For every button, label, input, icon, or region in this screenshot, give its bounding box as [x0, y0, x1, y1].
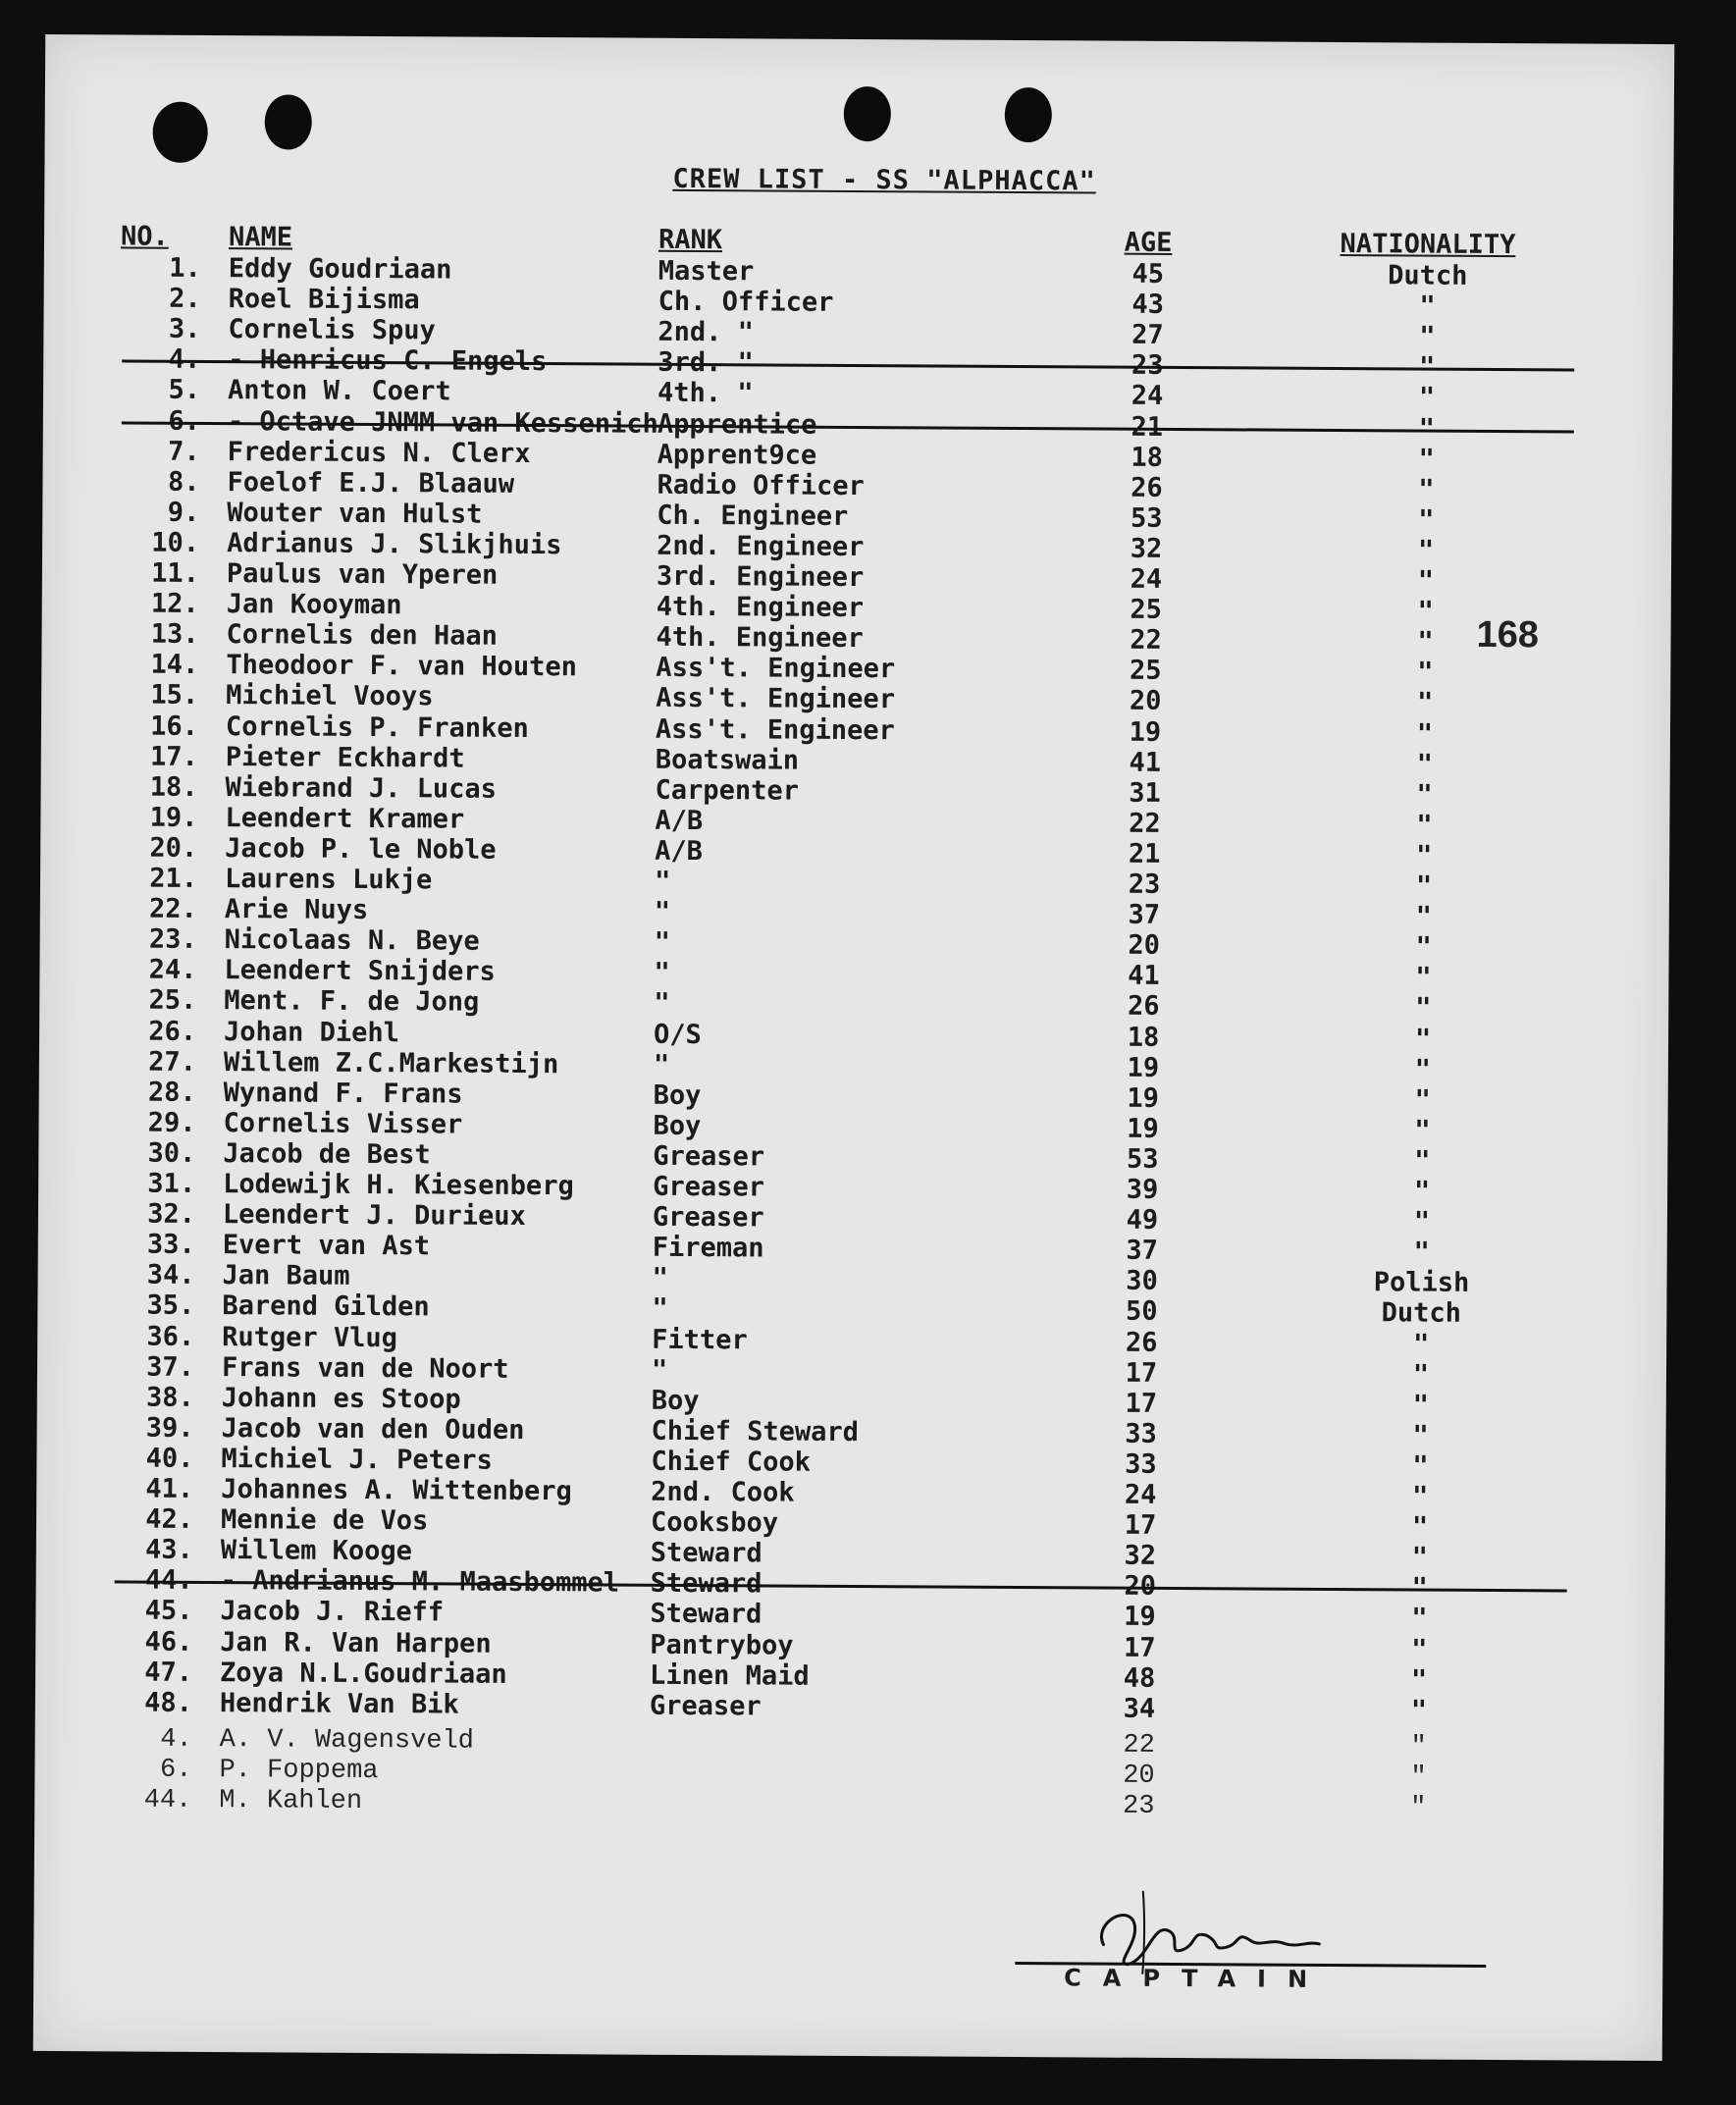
punch-hole — [152, 102, 207, 163]
crew-number: 39. — [145, 1412, 194, 1444]
column-header-rank: RANK — [658, 224, 723, 256]
crew-number: 9. — [167, 497, 200, 528]
crew-number: 6. — [168, 405, 200, 437]
crew-nationality: " — [1416, 687, 1434, 718]
crew-rank: A/B — [655, 805, 704, 836]
crew-rank: Fireman — [652, 1232, 764, 1264]
crew-age: 41 — [1128, 961, 1160, 992]
crew-nationality: " — [1416, 810, 1433, 841]
crew-name: Willem Z.C.Markestijn — [223, 1046, 559, 1079]
crew-nationality: " — [1415, 870, 1433, 902]
crew-name: Eddy Goudriaan — [228, 253, 452, 286]
crew-nationality: " — [1413, 1237, 1430, 1268]
crew-rank: Cooksboy — [650, 1506, 779, 1539]
crew-rank: A/B — [655, 835, 704, 867]
crew-number: 7. — [168, 436, 200, 467]
crew-age: 20 — [1128, 929, 1160, 962]
crew-age: 25 — [1129, 656, 1162, 687]
crew-age: 19 — [1124, 1602, 1156, 1633]
crew-rank: Ch. Officer — [658, 286, 834, 318]
crew-age: 27 — [1131, 319, 1164, 351]
crew-age: 17 — [1123, 1632, 1156, 1663]
addition-nationality: " — [1410, 1763, 1427, 1793]
crew-name: Johannes A. Wittenberg — [221, 1474, 572, 1507]
crew-nationality: " — [1415, 962, 1432, 993]
crew-number: 22. — [148, 893, 197, 925]
addition-age: 22 — [1123, 1730, 1155, 1761]
crew-rank: 4th. Engineer — [656, 591, 865, 624]
crew-age: 20 — [1129, 686, 1162, 717]
crew-number: 30. — [147, 1137, 196, 1169]
crew-nationality: " — [1413, 1176, 1431, 1207]
crew-number: 11. — [151, 557, 200, 589]
crew-nationality: " — [1416, 717, 1434, 750]
crew-age: 25 — [1130, 594, 1163, 626]
crew-age: 17 — [1125, 1388, 1158, 1419]
crew-rank: " — [651, 1354, 668, 1386]
crew-name: Jan Kooyman — [226, 589, 402, 621]
crew-age: 43 — [1131, 289, 1164, 321]
crew-rank: " — [652, 1293, 668, 1325]
crew-nationality: " — [1414, 1115, 1431, 1146]
crew-age: 41 — [1129, 747, 1162, 778]
crew-nationality: " — [1411, 1511, 1429, 1543]
crew-nationality: " — [1418, 413, 1436, 445]
crew-nationality: " — [1411, 1481, 1429, 1512]
crew-nationality: Dutch — [1381, 1297, 1462, 1330]
crew-name: Fredericus N. Clerx — [227, 436, 531, 469]
addition-number: 4. — [160, 1724, 192, 1755]
crew-nationality: " — [1416, 779, 1433, 811]
addition-name: P. Foppema — [219, 1756, 379, 1787]
crew-age: 31 — [1129, 777, 1161, 809]
signature-label: CAPTAIN — [1064, 1964, 1330, 1993]
crew-rank: Ass't. Engineer — [656, 653, 896, 685]
crew-nationality: " — [1417, 657, 1434, 688]
crew-number: 25. — [148, 985, 197, 1017]
crew-nationality: Polish — [1373, 1267, 1470, 1299]
crew-rank: Ass't. Engineer — [655, 713, 895, 746]
column-header-nationality: NATIONALITY — [1340, 229, 1516, 261]
crew-number: 48. — [144, 1687, 193, 1718]
crew-nationality: " — [1418, 382, 1436, 413]
crew-name: Wynand F. Frans — [223, 1077, 463, 1110]
crew-name: Frans van de Noort — [221, 1351, 509, 1385]
crew-name: Laurens Lukje — [224, 864, 433, 896]
crew-age: 24 — [1124, 1479, 1157, 1510]
crew-number: 3. — [168, 313, 201, 345]
crew-rank: Fitter — [652, 1324, 748, 1355]
crew-rank: Boy — [653, 1079, 702, 1111]
crew-name: Jan R. Van Harpen — [220, 1626, 492, 1659]
page-number: 168 — [1476, 613, 1540, 657]
crew-name: - Henricus C. Engels — [228, 344, 548, 378]
crew-name: Jacob P. le Noble — [225, 832, 497, 866]
crew-rank: 2nd. " — [658, 316, 755, 348]
crew-age: 30 — [1126, 1265, 1158, 1297]
crew-rank: " — [653, 1049, 670, 1080]
crew-number: 2. — [169, 283, 201, 315]
crew-nationality: " — [1412, 1420, 1429, 1451]
crew-name: Paulus van Yperen — [226, 558, 499, 591]
crew-number: 44. — [144, 1564, 193, 1597]
crew-rank: " — [654, 896, 671, 927]
crew-age: 24 — [1130, 563, 1163, 595]
crew-number: 1. — [169, 252, 201, 284]
crew-number: 47. — [144, 1657, 193, 1688]
crew-age: 48 — [1123, 1662, 1156, 1694]
crew-age: 39 — [1126, 1174, 1159, 1205]
crew-name: Wiebrand J. Lucas — [225, 771, 498, 805]
addition-number: 44. — [143, 1785, 192, 1816]
crew-nationality: " — [1410, 1664, 1428, 1696]
crew-name: Michiel J. Peters — [221, 1443, 493, 1476]
crew-number: 28. — [147, 1077, 196, 1108]
addition-nationality: " — [1410, 1793, 1427, 1823]
crew-nationality: " — [1418, 474, 1435, 505]
crew-nationality: " — [1419, 290, 1436, 322]
crew-age: 37 — [1128, 899, 1161, 930]
crew-name: Jan Baum — [222, 1260, 350, 1292]
crew-rank: Greaser — [653, 1171, 765, 1203]
crew-rank: Ass't. Engineer — [656, 683, 896, 715]
crew-name: Pieter Eckhardt — [225, 741, 465, 774]
crew-name: Arie Nuys — [224, 894, 369, 926]
crew-number: 17. — [149, 741, 198, 772]
crew-nationality: Dutch — [1388, 260, 1468, 291]
crew-age: 37 — [1126, 1235, 1159, 1267]
crew-age: 26 — [1125, 1327, 1158, 1358]
crew-number: 40. — [145, 1443, 194, 1474]
column-header-name: NAME — [228, 222, 293, 253]
crew-nationality: " — [1415, 992, 1432, 1024]
crew-number: 35. — [146, 1289, 195, 1322]
crew-name: - Andrianus M. Maasbommel — [220, 1565, 620, 1599]
crew-age: 19 — [1127, 1082, 1160, 1114]
crew-nationality: " — [1417, 626, 1434, 658]
crew-nationality: " — [1418, 444, 1435, 475]
punch-hole — [265, 94, 312, 149]
crew-age: 26 — [1127, 991, 1160, 1023]
addition-name: M. Kahlen — [219, 1786, 363, 1816]
crew-rank: Boy — [653, 1110, 702, 1141]
crew-name: Willem Kooge — [220, 1535, 413, 1567]
crew-name: Cornelis P. Franken — [225, 710, 529, 744]
punch-hole — [1005, 87, 1052, 142]
column-header-no: NO. — [120, 221, 169, 252]
crew-age: 49 — [1126, 1204, 1159, 1236]
crew-age: 17 — [1125, 1357, 1158, 1389]
crew-rank: Carpenter — [655, 774, 800, 807]
crew-age: 19 — [1127, 1113, 1159, 1144]
crew-name: Roel Bijisma — [228, 284, 420, 316]
crew-nationality: " — [1417, 565, 1435, 597]
crew-nationality: " — [1417, 596, 1434, 627]
crew-name: Leendert Snijders — [224, 955, 496, 988]
crew-rank: Chief Cook — [651, 1446, 812, 1478]
crew-number: 19. — [149, 802, 198, 833]
crew-age: 33 — [1125, 1448, 1157, 1480]
crew-rank: Apprentice — [657, 408, 817, 441]
crew-number: 45. — [144, 1595, 193, 1627]
crew-name: Anton W. Coert — [227, 375, 451, 407]
crew-nationality: " — [1415, 901, 1433, 932]
crew-nationality: " — [1414, 1054, 1432, 1085]
crew-nationality: " — [1413, 1206, 1431, 1237]
crew-name: Hendrik Van Bik — [219, 1687, 459, 1720]
crew-name: Zoya N.L.Goudriaan — [220, 1657, 507, 1690]
crew-name: Mennie de Vos — [220, 1504, 429, 1537]
crew-number: 37. — [146, 1351, 195, 1383]
crew-age: 26 — [1131, 472, 1163, 503]
crew-number: 29. — [147, 1107, 196, 1138]
crew-rank: Ch. Engineer — [657, 500, 849, 532]
crew-name: Rutger Vlug — [222, 1321, 398, 1353]
crew-age: 23 — [1131, 350, 1164, 382]
crew-rank: Greaser — [649, 1690, 762, 1722]
crew-name: Michiel Vooys — [226, 680, 434, 712]
crew-number: 10. — [151, 527, 200, 558]
crew-rank: Boy — [651, 1385, 700, 1416]
crew-number: 5. — [168, 375, 201, 406]
crew-number: 21. — [149, 863, 198, 894]
crew-rank: Greaser — [652, 1201, 764, 1234]
crew-number: 16. — [150, 710, 199, 742]
crew-rank: Steward — [650, 1568, 763, 1600]
crew-rank: " — [652, 1263, 668, 1294]
crew-nationality: " — [1412, 1450, 1429, 1482]
crew-number: 34. — [146, 1259, 195, 1291]
crew-number: 23. — [148, 923, 197, 956]
crew-nationality: " — [1414, 1023, 1432, 1055]
crew-number: 41. — [145, 1473, 194, 1504]
crew-rank: Linen Maid — [649, 1659, 810, 1692]
crew-rank: " — [654, 958, 670, 989]
crew-name: Ment. F. de Jong — [224, 985, 480, 1019]
crew-name: Leendert J. Durieux — [222, 1199, 526, 1233]
crew-age: 17 — [1124, 1509, 1157, 1541]
addition-age: 20 — [1123, 1761, 1155, 1791]
crew-name: Foelof E.J. Blaauw — [227, 466, 515, 500]
crew-rank: 3rd. " — [658, 347, 754, 379]
crew-nationality: " — [1414, 1084, 1431, 1116]
crew-number: 15. — [150, 680, 199, 711]
crew-name: Jacob J. Rieff — [220, 1596, 445, 1628]
crew-rank: Greaser — [653, 1140, 765, 1173]
crew-name: Jacob de Best — [223, 1137, 431, 1171]
crew-nationality: " — [1419, 321, 1436, 352]
crew-nationality: " — [1410, 1695, 1428, 1726]
crew-nationality: " — [1414, 1145, 1431, 1177]
crew-age: 53 — [1130, 502, 1163, 534]
crew-name: - Octave JNMM van Kessenich — [227, 405, 658, 440]
crew-rank: Radio Officer — [657, 469, 865, 501]
crew-rank: O/S — [653, 1019, 702, 1050]
crew-number: 42. — [145, 1503, 194, 1535]
crew-number: 8. — [167, 466, 200, 498]
crew-age: 23 — [1128, 868, 1161, 900]
crew-rank: Steward — [650, 1599, 763, 1630]
crew-rank: 4th. Engineer — [656, 621, 864, 655]
crew-nationality: " — [1417, 535, 1435, 566]
crew-rank: Master — [658, 255, 755, 288]
crew-number: 43. — [144, 1534, 193, 1566]
crew-number: 33. — [146, 1229, 195, 1261]
crew-nationality: " — [1411, 1542, 1429, 1573]
addition-nationality: " — [1410, 1732, 1427, 1763]
crew-name: Johann es Stoop — [221, 1382, 461, 1415]
crew-rank: Pantryboy — [650, 1629, 794, 1661]
crew-rank: Boatswain — [655, 744, 800, 776]
crew-number: 31. — [147, 1168, 196, 1199]
crew-age: 20 — [1124, 1570, 1156, 1603]
column-header-age: AGE — [1124, 227, 1173, 258]
crew-number: 18. — [149, 771, 198, 803]
punch-hole — [844, 86, 891, 141]
crew-number: 14. — [150, 649, 199, 681]
crew-rank: " — [654, 866, 671, 897]
crew-name: Leendert Kramer — [225, 802, 465, 835]
crew-age: 45 — [1131, 258, 1165, 289]
crew-age: 34 — [1123, 1693, 1156, 1724]
crew-age: 22 — [1130, 624, 1162, 657]
crew-age: 18 — [1127, 1022, 1160, 1053]
crew-number: 13. — [150, 618, 199, 651]
crew-rank: " — [654, 988, 670, 1020]
crew-rank: " — [654, 926, 671, 959]
crew-number: 26. — [148, 1016, 197, 1047]
crew-number: 38. — [145, 1382, 194, 1413]
crew-age: 22 — [1129, 808, 1161, 839]
addition-name: A. V. Wagensveld — [219, 1725, 475, 1757]
crew-age: 53 — [1126, 1143, 1159, 1175]
crew-name: Johan Diehl — [223, 1016, 399, 1048]
crew-age: 19 — [1127, 1052, 1160, 1083]
crew-name: Theodoor F. van Houten — [226, 650, 578, 683]
crew-age: 18 — [1131, 442, 1164, 473]
crew-name: Lodewijk H. Kiesenberg — [223, 1169, 574, 1202]
crew-age: 32 — [1130, 533, 1163, 564]
crew-name: Adrianus J. Slikjhuis — [227, 527, 562, 561]
crew-nationality: " — [1412, 1390, 1430, 1421]
crew-nationality: " — [1411, 1572, 1428, 1604]
crew-number: 24. — [148, 954, 197, 986]
crew-nationality: " — [1411, 1633, 1428, 1665]
crew-age: 50 — [1126, 1296, 1158, 1328]
crew-rank: 3rd. Engineer — [656, 560, 865, 594]
crew-nationality: " — [1415, 931, 1432, 963]
crew-nationality: " — [1419, 351, 1436, 383]
crew-name: Wouter van Hulst — [227, 497, 483, 530]
crew-name: Barend Gilden — [222, 1290, 430, 1323]
crew-age: 32 — [1124, 1540, 1157, 1572]
addition-age: 23 — [1122, 1791, 1155, 1821]
addition-number: 6. — [159, 1755, 192, 1785]
crew-nationality: " — [1411, 1603, 1428, 1634]
crew-rank: Chief Steward — [651, 1415, 860, 1447]
crew-number: 4. — [168, 344, 201, 376]
crew-name: Jacob van den Ouden — [221, 1412, 525, 1446]
crew-number: 27. — [148, 1046, 196, 1078]
crew-nationality: " — [1415, 840, 1433, 871]
crew-name: Cornelis den Haan — [226, 619, 498, 652]
crew-rank: Apprent9ce — [657, 439, 817, 471]
crew-rank: 2nd. Engineer — [657, 530, 865, 562]
crew-nationality: " — [1416, 749, 1433, 780]
crew-rank: Steward — [650, 1537, 763, 1569]
crew-number: 46. — [144, 1626, 193, 1658]
crew-age: 21 — [1131, 411, 1164, 443]
crew-number: 20. — [149, 832, 198, 864]
crew-name: Nicolaas N. Beye — [224, 924, 480, 957]
crew-number: 32. — [147, 1198, 196, 1230]
crew-age: 33 — [1125, 1418, 1157, 1449]
crew-age: 19 — [1129, 716, 1162, 748]
crew-age: 21 — [1128, 838, 1161, 869]
crew-number: 36. — [146, 1321, 195, 1352]
crew-name: Evert van Ast — [222, 1230, 431, 1262]
crew-nationality: " — [1418, 504, 1435, 536]
crew-rank: 4th. " — [657, 378, 754, 409]
crew-nationality: " — [1412, 1359, 1430, 1391]
document-title: CREW LIST - SS "ALPHACCA" — [672, 163, 1096, 197]
crew-name: Cornelis Spuy — [228, 314, 436, 346]
crew-nationality: " — [1412, 1328, 1430, 1360]
crew-number: 12. — [150, 588, 199, 620]
crew-age: 24 — [1131, 381, 1164, 412]
crew-rank: 2nd. Cook — [651, 1476, 795, 1508]
crew-name: Cornelis Visser — [223, 1107, 463, 1140]
document-page — [33, 34, 1675, 2061]
